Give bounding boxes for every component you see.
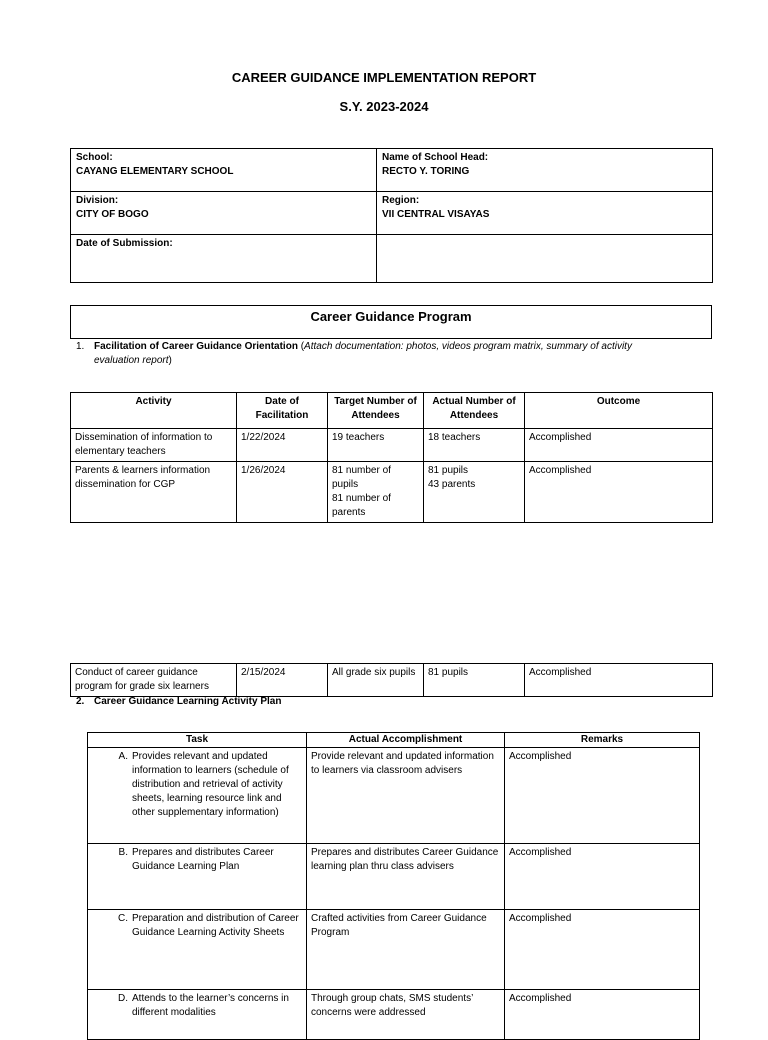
section2-title: Career Guidance Learning Activity Plan (94, 696, 282, 707)
table-row (88, 748, 700, 844)
submission-label: Date of Submission: (76, 238, 173, 249)
school-year: S.Y. 2023-2024 (339, 99, 429, 114)
school-value: CAYANG ELEMENTARY SCHOOL (76, 166, 234, 177)
target-cell (328, 462, 424, 523)
col-target: Target Number of Attendees (328, 393, 424, 429)
section1-number: 1. (76, 341, 85, 352)
program-title-box (70, 305, 712, 339)
region-cell (377, 192, 713, 235)
col-accomplishment: Actual Accomplishment (307, 733, 505, 748)
date-cell: 1/26/2024 (237, 462, 328, 523)
actual-line: 81 pupils (428, 465, 469, 476)
table-row (88, 910, 700, 990)
activity-cell: Parents & learners information dissemination for CGP (71, 462, 237, 523)
orientation-table-continued (70, 663, 713, 697)
section1-paren-open: ( (297, 341, 305, 352)
region-value: VII CENTRAL VISAYAS (382, 209, 490, 220)
table-row (71, 462, 713, 523)
remarks-cell: Accomplished (505, 910, 700, 990)
school-label: School: (76, 152, 113, 163)
actual-cell: 81 pupils (424, 664, 525, 697)
task-cell (88, 910, 307, 990)
orientation-table (70, 392, 713, 523)
table-row (71, 664, 713, 697)
activity-cell: Conduct of career guidance program for grade six learners (71, 664, 237, 697)
section2-number: 2. (76, 696, 85, 707)
task-cell (88, 990, 307, 1040)
target-line: 81 number of parents (332, 493, 391, 518)
accomplishment-cell: Provide relevant and updated information to learners via classroom advisers (307, 748, 505, 844)
learning-activity-table (87, 732, 700, 1040)
accomplishment-cell: Through group chats, SMS students’ concerns were addressed (307, 990, 505, 1040)
school-head-cell (377, 149, 713, 192)
col-date: Date of Facilitation (237, 393, 328, 429)
col-actual: Actual Number of Attendees (424, 393, 525, 429)
table-row (71, 429, 713, 462)
program-title: Career Guidance Program (310, 309, 472, 324)
task-text: Preparation and distribution of Career Guidance Learning Activity Sheets (132, 913, 299, 938)
accomplishment-cell: Crafted activities from Career Guidance Program (307, 910, 505, 990)
remarks-cell: Accomplished (505, 990, 700, 1040)
report-title: CAREER GUIDANCE IMPLEMENTATION REPORT (231, 70, 537, 85)
col-remarks: Remarks (505, 733, 700, 748)
col-outcome: Outcome (525, 393, 713, 429)
submission-cell (71, 235, 377, 283)
task-letter: D. (118, 993, 128, 1004)
date-cell: 2/15/2024 (237, 664, 328, 697)
table-row (88, 990, 700, 1040)
task-letter: B. (118, 847, 128, 858)
target-cell: 19 teachers (328, 429, 424, 462)
submission-value-cell (377, 235, 713, 283)
task-letter: C. (118, 913, 128, 924)
school-cell (71, 149, 377, 192)
actual-cell (424, 462, 525, 523)
school-info-table (70, 148, 713, 283)
outcome-cell: Accomplished (525, 429, 713, 462)
table-row (88, 844, 700, 910)
task-text: Prepares and distributes Career Guidance Learning Plan (132, 847, 274, 872)
outcome-cell: Accomplished (525, 664, 713, 697)
col-activity: Activity (71, 393, 237, 429)
school-head-value: RECTO Y. TORING (382, 166, 470, 177)
task-cell (88, 748, 307, 844)
actual-line: 43 parents (428, 479, 476, 490)
task-text: Attends to the learner’s concerns in different modalities (132, 993, 289, 1018)
task-cell (88, 844, 307, 910)
outcome-cell: Accomplished (525, 462, 713, 523)
division-label: Division: (76, 195, 119, 206)
activity-cell: Dissemination of information to elementary teachers (71, 429, 237, 462)
remarks-cell: Accomplished (505, 844, 700, 910)
section1-note-line1: Attach documentation: photos, videos program matrix, summary of activity (304, 341, 632, 352)
section1-heading (76, 340, 696, 368)
section1-title: Facilitation of Career Guidance Orientation (94, 341, 298, 352)
division-value: CITY OF BOGO (76, 209, 149, 220)
task-letter: A. (118, 751, 128, 762)
col-task: Task (88, 733, 307, 748)
actual-cell: 18 teachers (424, 429, 525, 462)
date-cell: 1/22/2024 (237, 429, 328, 462)
school-head-label: Name of School Head: (382, 152, 489, 163)
section1-note-line2: evaluation report (94, 355, 169, 366)
accomplishment-cell: Prepares and distributes Career Guidance learning plan thru class advisers (307, 844, 505, 910)
target-cell: All grade six pupils (328, 664, 424, 697)
target-line: 81 number of pupils (332, 465, 391, 490)
region-label: Region: (382, 195, 420, 206)
section1-paren-close: ) (168, 355, 172, 366)
remarks-cell: Accomplished (505, 748, 700, 844)
task-text: Provides relevant and updated information to learners (schedule of distribution and retrieval of activity sheets, learning resource link and other supplementary information) (132, 751, 289, 818)
section2-heading (76, 695, 696, 709)
division-cell (71, 192, 377, 235)
